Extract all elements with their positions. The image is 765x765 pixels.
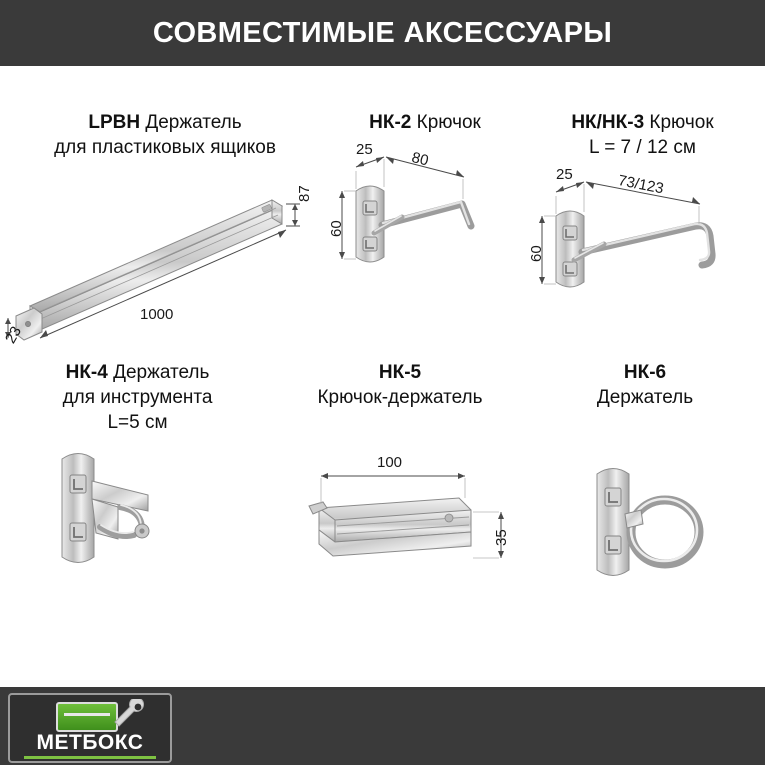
product-card-lpbh	[0, 110, 330, 356]
brand-logo	[8, 693, 172, 763]
product-code-hk5: НК-5	[378, 362, 422, 383]
toolbox-icon	[56, 702, 118, 732]
product-name-hk3: Крючок	[649, 112, 714, 133]
logo-underline	[24, 756, 156, 759]
product-title-hk4	[0, 360, 275, 435]
product-image-lpbh	[0, 166, 330, 356]
product-name-lpbh-line1: Держатель	[145, 112, 242, 133]
page-footer	[0, 687, 765, 765]
hk3-drawing	[520, 166, 765, 356]
product-title-lpbh	[0, 110, 330, 160]
dim-hk2-plate-width: 25	[356, 141, 373, 158]
product-name-hk4-line1: Держатель	[113, 362, 210, 383]
product-card-hk6	[525, 360, 765, 610]
page-header	[0, 0, 765, 66]
product-code-hk4: НК-4	[65, 362, 108, 383]
product-title-hk6	[525, 360, 765, 410]
product-name-hk4-line2: для инструмента	[62, 387, 213, 408]
hk4-drawing	[0, 441, 275, 621]
dim-hk3-length: 73/123	[616, 172, 666, 198]
product-title-hk2	[330, 110, 520, 135]
product-name-lpbh-line2: для пластиковых ящиков	[54, 137, 276, 158]
dim-hk2-plate-height: 60	[328, 220, 345, 237]
dim-lpbh-length: 1000	[140, 306, 174, 323]
product-image-hk6	[525, 460, 765, 610]
product-card-hk2	[330, 110, 520, 331]
product-code-hk3: НК/НК-3	[571, 112, 645, 133]
dim-hk3-plate-height: 60	[528, 245, 545, 262]
product-image-hk4	[0, 441, 275, 621]
dim-hk5-width: 100	[377, 454, 403, 471]
product-length-hk3: L = 7 / 12 см	[589, 137, 696, 158]
wrench-icon	[114, 699, 148, 731]
product-title-hk5	[275, 360, 525, 410]
dim-hk3-plate-width: 25	[556, 166, 573, 183]
lpbh-drawing	[0, 166, 330, 356]
dim-lpbh-depth: 23	[2, 323, 26, 347]
product-code-hk6: НК-6	[623, 362, 667, 383]
page-title: СОВМЕСТИМЫЕ АКСЕССУАРЫ	[152, 16, 613, 49]
product-name-hk5: Крючок-держатель	[317, 387, 483, 408]
product-name-hk2: Крючок	[416, 112, 481, 133]
product-image-hk3	[520, 166, 765, 356]
product-card-hk4	[0, 360, 275, 621]
brand-name: МЕТБОКС	[36, 731, 144, 754]
hk6-drawing	[525, 460, 765, 610]
hk5-drawing	[275, 462, 525, 602]
product-image-hk2	[330, 141, 520, 331]
product-code-hk2: НК-2	[369, 112, 412, 133]
dim-hk2-length: 80	[409, 149, 431, 170]
product-card-hk3	[520, 110, 765, 356]
products-grid	[0, 66, 765, 687]
product-image-hk5	[275, 454, 525, 602]
dim-hk5-height: 35	[493, 529, 510, 546]
product-length-hk4: L=5 см	[107, 412, 168, 433]
product-card-hk5	[275, 360, 525, 602]
product-code-lpbh: LPBH	[88, 112, 141, 133]
product-title-hk3	[520, 110, 765, 160]
product-name-hk6: Держатель	[596, 387, 694, 408]
dim-lpbh-height: 87	[296, 185, 313, 202]
